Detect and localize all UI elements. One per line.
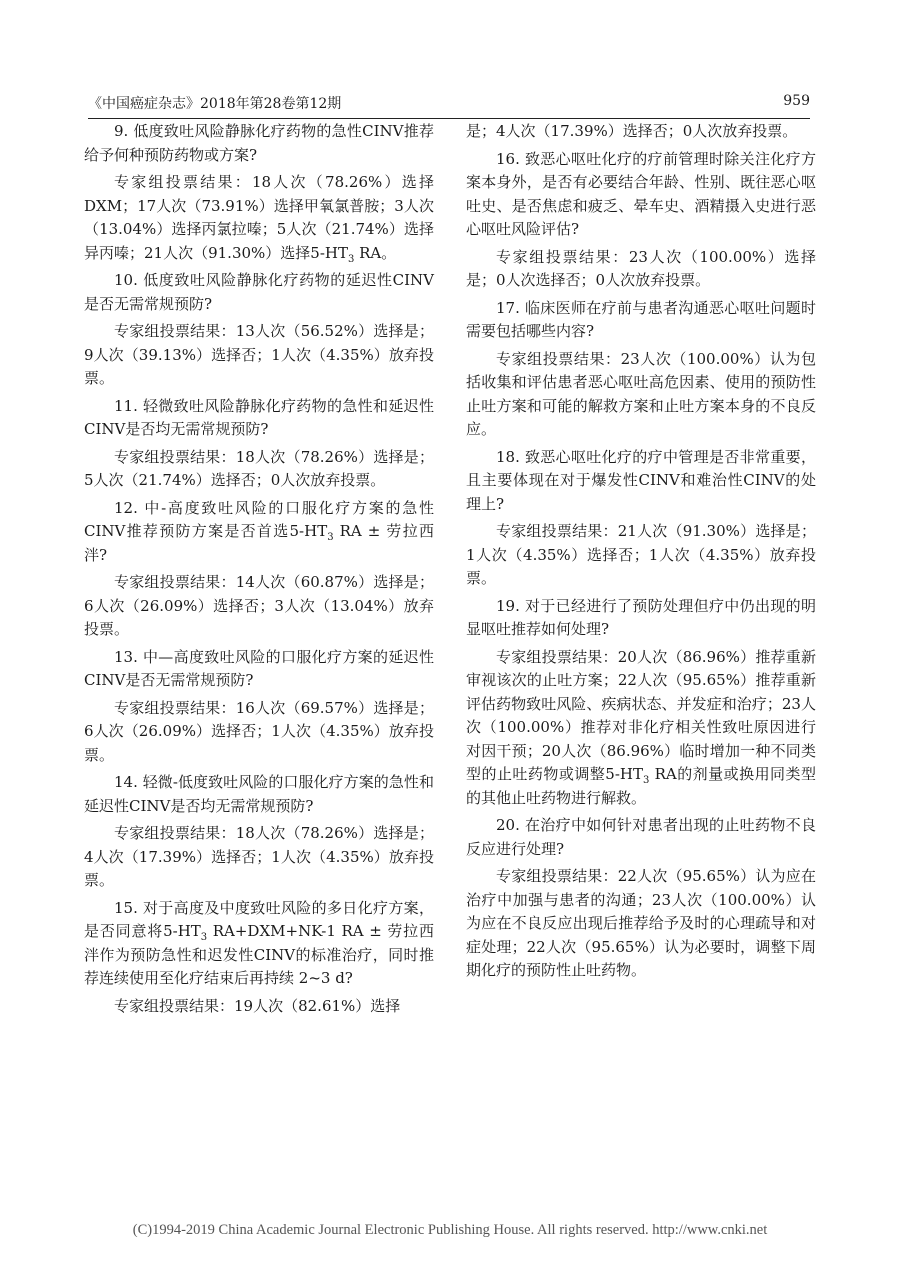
paragraph	[84, 995, 434, 1019]
page-header	[88, 90, 810, 119]
paragraph-text: RA+DXM+NK-1 RA ± 劳拉西泮作为预防急性和迟发性CINV的标准治疗，同时推荐连续使用至化疗结束后再持续 2~3 d?	[84, 922, 434, 987]
paragraph	[466, 148, 816, 242]
paragraph-text: 专家组投票结果：16人次（69.57%）选择是；6人次（26.09%）选择否；1人次（4.35%）放弃投票。	[84, 698, 434, 764]
paragraph	[84, 497, 434, 568]
paragraph	[84, 320, 434, 391]
paragraph	[84, 571, 434, 642]
paragraph	[84, 697, 434, 768]
paragraph-text: 是；4人次（17.39%）选择否；0人次放弃投票。	[466, 122, 798, 140]
paragraph-text: 专家组投票结果：22人次（95.65%）认为应在治疗中加强与患者的沟通；23人次（100.00%）认为应在不良反应出现后推荐给予及时的心理疏导和对症处理；22人次（95.65%）认为必要时，调整下周期化疗的预防性止吐药物。	[466, 867, 816, 979]
paragraph-text: 11. 轻微致吐风险静脉化疗药物的急性和延迟性CINV是否均无需常规预防?	[84, 396, 434, 438]
paragraph-text: 16. 致恶心呕吐化疗的疗前管理时除关注化疗方案本身外，是否有必要结合年龄、性别、既往恶心呕吐史、是否焦虑和疲乏、晕车史、酒精摄入史进行恶心呕吐风险评估?	[466, 149, 816, 238]
paragraph-text: 专家组投票结果：23人次（100.00%）选择是；0人次选择否；0人次放弃投票。	[466, 247, 816, 289]
paragraph-text: RA ± 劳拉西泮?	[84, 522, 435, 564]
paragraph	[466, 246, 816, 293]
paragraph	[84, 171, 434, 265]
paragraph-text: 10. 低度致吐风险静脉化疗药物的延迟性CINV是否无需常规预防?	[84, 271, 434, 313]
paragraph	[466, 865, 816, 983]
paragraph-text: 12. 中-高度致吐风险的口服化疗方案的急性CINV推荐预防方案是否首选5-HT	[84, 498, 434, 540]
paragraph-text: 13. 中—高度致吐风险的口服化疗方案的延迟性CINV是否无需常规预防?	[84, 647, 434, 689]
paragraph	[466, 595, 816, 642]
paragraph	[466, 297, 816, 344]
paragraph	[84, 771, 434, 818]
paragraph-text: 14. 轻微-低度致吐风险的口服化疗方案的急性和延迟性CINV是否均无需常规预防?	[84, 773, 434, 815]
subscript: 3	[200, 932, 208, 943]
journal-title: 《中国癌症杂志》2018年第28卷第12期	[88, 96, 342, 112]
paragraph	[84, 646, 434, 693]
copyright-footer: (C)1994-2019 China Academic Journal Electronic Publishing House. All rights reserved. http://www.cnki.net	[132, 1222, 768, 1238]
paragraph-text: 20. 在治疗中如何针对患者出现的止吐药物不良反应进行处理?	[466, 816, 816, 858]
paragraph-text: 专家组投票结果：19人次（82.61%）选择	[114, 996, 401, 1015]
paragraph-text: 专家组投票结果：20人次（86.96%）推荐重新审视该次的止吐方案；22人次（95.65%）推荐重新评估药物致吐风险、疾病状态、并发症和治疗；23人次（100.00%）推荐对非化疗相关性致吐原因进行对因干预；20人次（86.96%）临时增加一种不同类型的止吐药物或调整5-HT	[466, 647, 816, 783]
paragraph	[466, 348, 816, 442]
paragraph-text: 专家组投票结果：18人次（78.26%）选择DXM；17人次（73.91%）选择甲氧氯普胺；3人次（13.04%）选择丙氯拉嗪；5人次（21.74%）选择异丙嗪；21人次（91.30%）选择5-HT	[84, 173, 434, 262]
paragraph	[466, 446, 816, 517]
paragraph-text: 专家组投票结果：13人次（56.52%）选择是；9人次（39.13%）选择否；1人次（4.35%）放弃投票。	[84, 322, 434, 387]
paragraph-text: RA。	[354, 243, 397, 262]
paragraph	[466, 520, 816, 591]
paragraph	[466, 814, 816, 861]
paragraph-text: 18. 致恶心呕吐化疗的疗中管理是否非常重要，且主要体现在对于爆发性CINV和难治性CINV的处理上?	[466, 447, 816, 513]
subscript: 3	[642, 775, 650, 786]
paragraph-text: 专家组投票结果：14人次（60.87%）选择是；6人次（26.09%）选择否；3人次（13.04%）放弃投票。	[84, 573, 434, 638]
paragraph-text: 9. 低度致吐风险静脉化疗药物的急性CINV推荐给予何种预防药物或方案?	[84, 122, 434, 164]
paragraph	[84, 822, 434, 893]
paragraph	[466, 120, 816, 144]
paragraph-text: RA的剂量或换用同类型的其他止吐药物进行解救。	[466, 765, 816, 807]
right-column	[466, 120, 816, 987]
paragraph	[84, 269, 434, 316]
paragraph	[84, 120, 434, 167]
subscript: 3	[347, 253, 355, 265]
paragraph	[466, 646, 816, 811]
paragraph-text: 专家组投票结果：18人次（78.26%）选择是；5人次（21.74%）选择否；0人次放弃投票。	[84, 447, 434, 489]
subscript: 3	[327, 532, 334, 543]
paragraph-text: 17. 临床医师在疗前与患者沟通恶心呕吐问题时需要包括哪些内容?	[466, 298, 816, 340]
left-column	[84, 120, 434, 1022]
paragraph-text: 专家组投票结果：18人次（78.26%）选择是；4人次（17.39%）选择否；1人次（4.35%）放弃投票。	[84, 824, 434, 889]
paragraph-text: 15. 对于高度及中度致吐风险的多日化疗方案，是否同意将5-HT	[84, 898, 434, 940]
paragraph-text: 19. 对于已经进行了预防处理但疗中仍出现的明显呕吐推荐如何处理?	[466, 596, 816, 638]
paragraph	[84, 446, 434, 493]
page-number: 959	[783, 93, 810, 109]
paragraph-text: 专家组投票结果：23人次（100.00%）认为包括收集和评估患者恶心呕吐高危因素、使用的预防性止吐方案和可能的解救方案和止吐方案本身的不良反应。	[466, 349, 816, 438]
paragraph-text: 专家组投票结果：21人次（91.30%）选择是；1人次（4.35%）选择否；1人次（4.35%）放弃投票。	[466, 522, 816, 587]
paragraph	[84, 897, 434, 991]
paragraph	[84, 395, 434, 442]
